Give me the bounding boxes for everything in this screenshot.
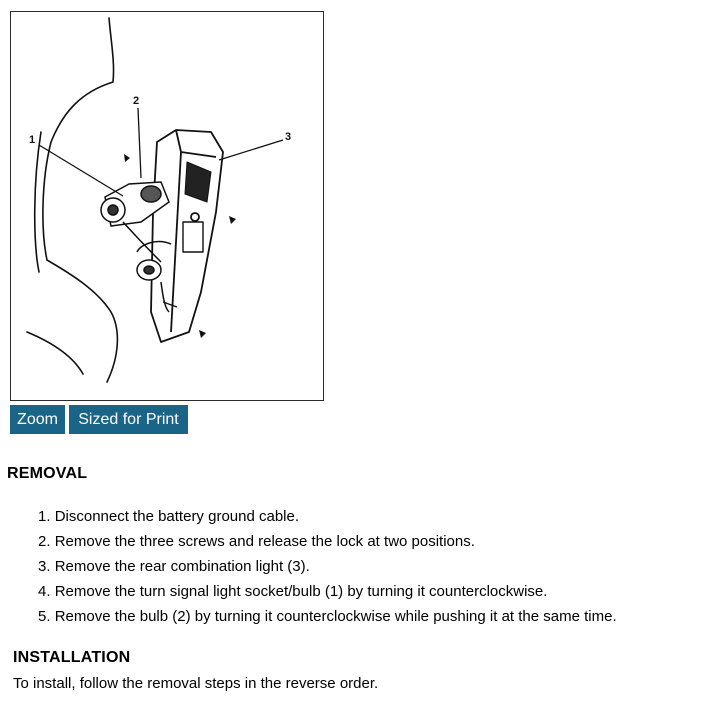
removal-heading: REMOVAL <box>7 465 88 482</box>
callout-1: 1 <box>29 134 36 146</box>
step-text: Remove the rear combination light (3). <box>54 558 310 575</box>
list-item <box>38 582 617 607</box>
turn-signal-socket <box>101 182 169 262</box>
list-item <box>38 607 617 632</box>
step-text: Remove the three screws and release the lock at two positions. <box>54 533 475 550</box>
body-panel-outline <box>43 18 114 260</box>
zoom-button[interactable]: Zoom <box>10 405 65 434</box>
rear-combination-light-housing <box>151 130 223 342</box>
step-number: 5. <box>38 608 51 625</box>
installation-text: To install, follow the removal steps in the reverse order. <box>13 675 379 692</box>
list-item <box>38 532 617 557</box>
installation-heading: INSTALLATION <box>13 649 131 666</box>
illustration-frame <box>10 11 324 401</box>
callout-2: 2 <box>133 95 140 107</box>
leader-line-2 <box>138 108 141 178</box>
step-text: Remove the bulb (2) by turning it counterclockwise while pushing it at the same time. <box>54 608 617 625</box>
step-text: Disconnect the battery ground cable. <box>54 508 300 525</box>
step-number: 1. <box>38 508 51 525</box>
step-text: Remove the turn signal light socket/bulb (1) by turning it counterclockwise. <box>54 583 548 600</box>
leader-line-3 <box>219 140 283 160</box>
fender-curve-lower <box>27 332 83 374</box>
rear-combination-light-diagram <box>11 12 323 400</box>
lower-socket <box>137 242 171 312</box>
sized-for-print-button[interactable]: Sized for Print <box>69 405 188 434</box>
step-number: 4. <box>38 583 51 600</box>
leader-line-1 <box>39 145 123 196</box>
fender-curve <box>47 260 117 382</box>
body-edge-left <box>35 132 41 272</box>
step-number: 3. <box>38 558 51 575</box>
step-number: 2. <box>38 533 51 550</box>
list-item <box>38 557 617 582</box>
list-item <box>38 507 617 532</box>
callout-3: 3 <box>285 131 292 143</box>
removal-steps-list <box>38 507 617 632</box>
